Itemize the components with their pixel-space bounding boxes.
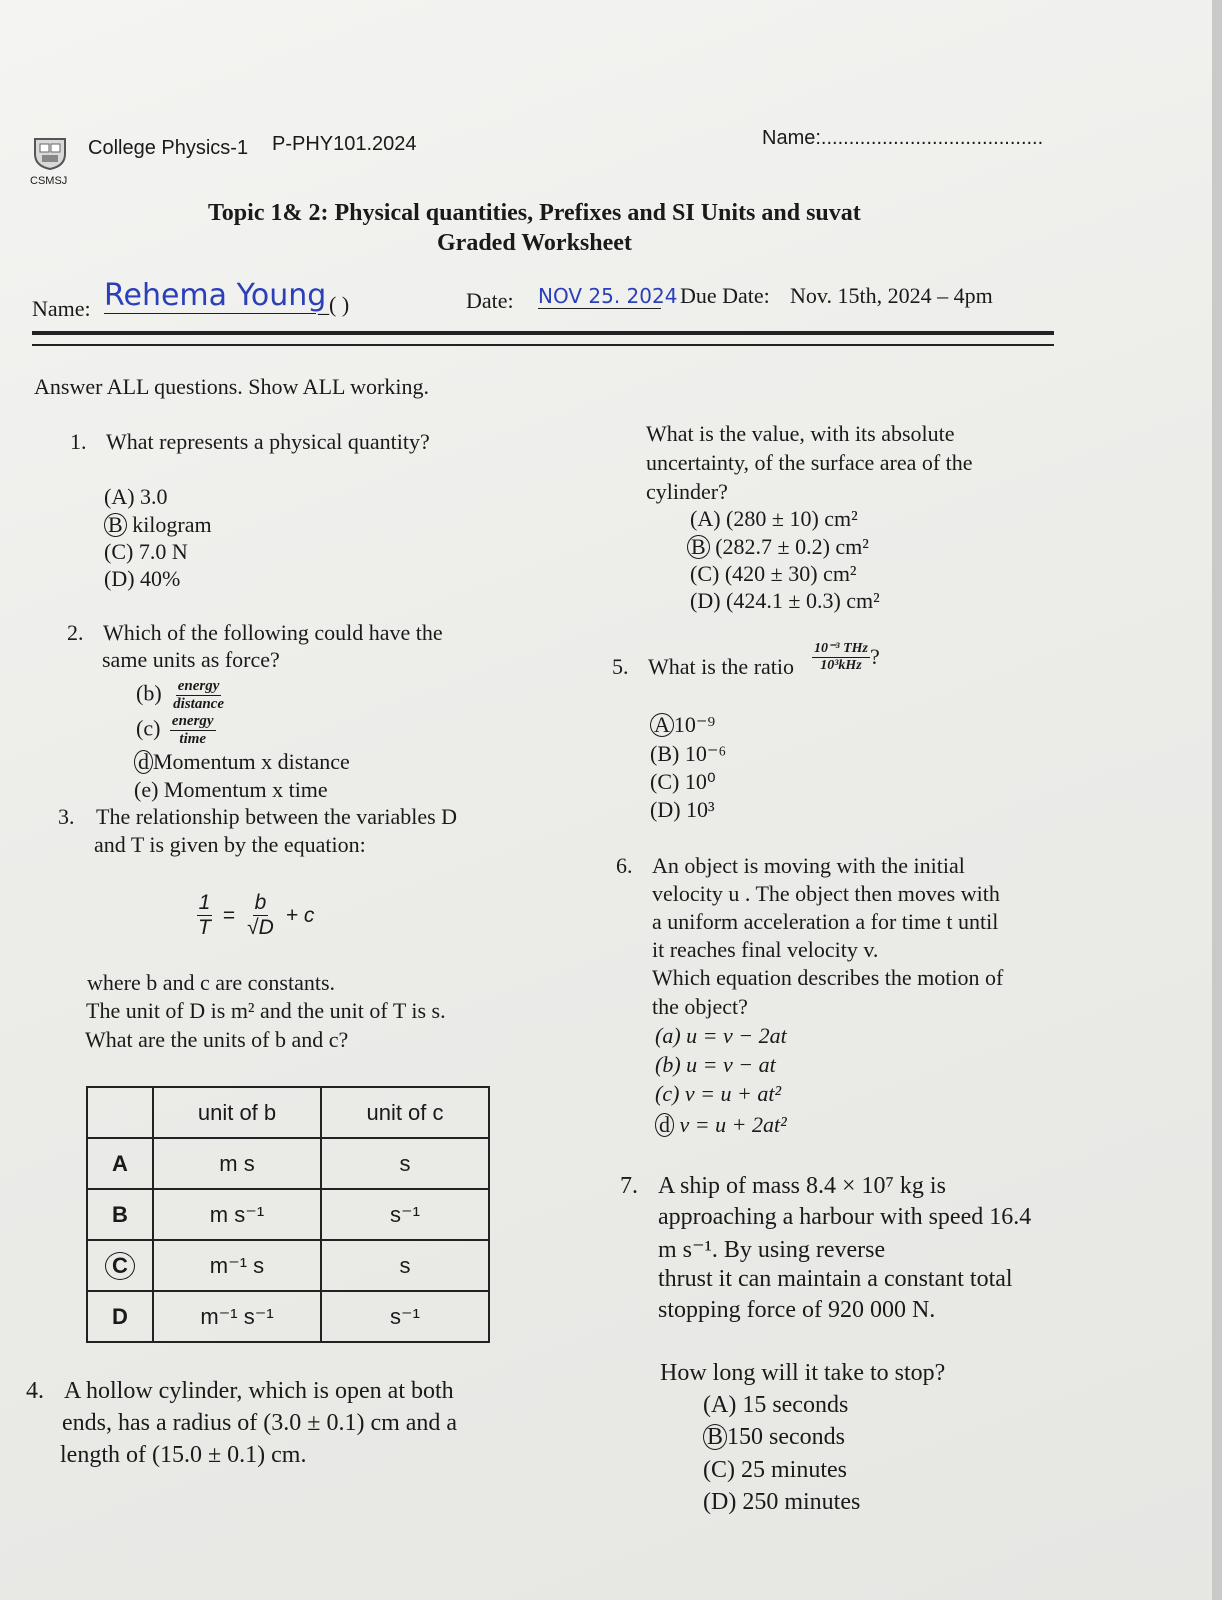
q7-option-a[interactable]: (A) 15 seconds (703, 1392, 849, 1418)
q6-option-a[interactable]: (a) u = v − 2at (655, 1023, 787, 1048)
q3-question: What are the units of b and c? (85, 1027, 349, 1052)
eq-rhs-denominator: √D (247, 916, 274, 939)
q7-line-1: A ship of mass 8.4 × 10⁷ kg is (658, 1173, 946, 1199)
q1-text: What represents a physical quantity? (106, 429, 430, 454)
q1-option-b[interactable] (104, 512, 212, 538)
table-row[interactable] (87, 1291, 489, 1342)
q2-text-line-2: same units as force? (102, 647, 280, 672)
name-label: Name: (32, 296, 91, 321)
q2-option-c-numerator: energy (171, 713, 214, 729)
row-label: D (87, 1291, 153, 1342)
q4-line-1: A hollow cylinder, which is open at both (64, 1378, 454, 1404)
eq-lhs-denominator: T (198, 916, 211, 939)
student-name[interactable]: Rehema Young (104, 278, 327, 313)
q3-where: where b and c are constants. (87, 970, 336, 995)
q3-unit-line: The unit of D is m² and the unit of T is s. (86, 998, 446, 1023)
q4-option-c[interactable]: (C) (420 ± 30) cm² (690, 561, 857, 586)
q4-line-2: ends, has a radius of (3.0 ± 0.1) cm and a (62, 1410, 458, 1436)
q6-number: 6. (616, 853, 633, 878)
q2-circled-answer: d (134, 750, 153, 774)
q6-line-3: a uniform acceleration a for time t until (652, 909, 999, 934)
q2-option-c[interactable] (136, 713, 216, 748)
eq-plus-c: + c (285, 903, 315, 927)
q7-option-d[interactable]: (D) 250 minutes (703, 1489, 861, 1515)
row-label: A (87, 1138, 153, 1189)
q6-line-1: An object is moving with the initial (652, 853, 965, 878)
due-date-value: Nov. 15th, 2024 – 4pm (790, 283, 993, 308)
row-label-circled (87, 1240, 153, 1291)
q5-circled-answer: A (650, 713, 674, 737)
q4-cont-line-2: uncertainty, of the surface area of the (646, 450, 973, 475)
table-row[interactable] (87, 1138, 489, 1189)
divider-thin (32, 344, 1054, 346)
q1-option-b-text: kilogram (132, 512, 212, 537)
date-label: Date: (466, 288, 514, 313)
q5-ratio-numerator: 10⁻³ THz (814, 641, 868, 656)
q2-option-d-text: Momentum x distance (153, 749, 350, 774)
unit-c-cell: s⁻¹ (321, 1189, 489, 1240)
q2-option-b-label: (b) (136, 680, 162, 706)
q4-number: 4. (26, 1378, 44, 1404)
q7-line-2: approaching a harbour with speed 16.4 (658, 1204, 1032, 1230)
course-name: College Physics-1 (88, 137, 249, 159)
q6-line-6: the object? (652, 994, 748, 1019)
logo-text: CSMSJ (30, 175, 68, 187)
q5-number: 5. (612, 654, 629, 679)
q2-option-c-denominator: time (179, 731, 207, 747)
q4-option-a[interactable]: (A) (280 ± 10) cm² (690, 506, 858, 531)
instructions: Answer ALL questions. Show ALL working. (34, 374, 429, 399)
q6-option-d-text: v = u + 2at² (679, 1112, 787, 1137)
q5-option-b[interactable]: (B) 10⁻⁶ (650, 741, 727, 766)
eq-lhs-numerator: 1 (198, 891, 211, 914)
q6-circled-answer: d (655, 1113, 674, 1137)
row-label: B (87, 1189, 153, 1240)
q5-option-a-text: 10⁻⁹ (673, 712, 716, 737)
q3-equation (196, 891, 314, 940)
q4-option-d[interactable]: (D) (424.1 ± 0.3) cm² (690, 588, 880, 613)
q1-circled-answer: B (104, 513, 127, 537)
table-header-cell (87, 1087, 153, 1138)
q7-line-5: stopping force of 920 000 N. (658, 1297, 936, 1323)
unit-b-cell: m s (153, 1138, 321, 1189)
q1-option-d[interactable]: (D) 40% (104, 566, 181, 591)
q5-ratio-denominator: 10³kHz (820, 658, 862, 673)
q6-option-c[interactable]: (c) v = u + at² (655, 1081, 782, 1106)
q6-option-d[interactable] (655, 1112, 787, 1138)
q1-option-a[interactable]: (A) 3.0 (104, 484, 168, 509)
q6-line-4: it reaches final velocity v. (652, 937, 879, 962)
unit-b-cell: m⁻¹ s (153, 1240, 321, 1291)
q5-option-d[interactable]: (D) 10³ (650, 797, 715, 822)
school-crest-icon (32, 136, 68, 170)
q3-number: 3. (58, 804, 75, 829)
q2-option-b-numerator: energy (177, 678, 220, 694)
course-code: P-PHY101.2024 (272, 133, 417, 155)
q6-option-b[interactable]: (b) u = v − at (655, 1052, 776, 1077)
table-header-row (87, 1087, 489, 1138)
unit-c-cell: s (321, 1138, 489, 1189)
q1-number: 1. (70, 429, 87, 454)
q7-number: 7. (620, 1173, 638, 1199)
q2-option-e[interactable]: (e) Momentum x time (134, 777, 328, 802)
unit-c-cell: s (321, 1240, 489, 1291)
q7-line-3: m s⁻¹. By using reverse (658, 1237, 886, 1263)
q4-circled-answer: B (687, 535, 710, 559)
q4-cont-line-1: What is the value, with its absolute (646, 421, 955, 446)
q2-option-d[interactable] (134, 749, 350, 775)
title-line-2: Graded Worksheet (437, 230, 632, 256)
q7-option-c[interactable]: (C) 25 minutes (703, 1457, 847, 1483)
q2-text-line-1: Which of the following could have the (103, 620, 443, 645)
title-line-1: Topic 1& 2: Physical quantities, Prefixes and SI Units and suvat (208, 200, 861, 226)
eq-equals: = (222, 903, 236, 927)
table-row[interactable] (87, 1189, 489, 1240)
q5-question-mark: ? (869, 644, 880, 669)
q5-option-a[interactable] (650, 712, 715, 738)
q4-option-b-text: (282.7 ± 0.2) cm² (715, 534, 869, 559)
q3-circled-answer: C (105, 1252, 135, 1280)
q4-cont-line-3: cylinder? (646, 479, 728, 504)
q7-circled-answer: B (703, 1424, 727, 1450)
table-row[interactable] (87, 1240, 489, 1291)
q2-option-b[interactable] (136, 678, 226, 713)
q4-line-3: length of (15.0 ± 0.1) cm. (60, 1442, 307, 1468)
q2-option-b-denominator: distance (173, 696, 224, 712)
q6-line-5: Which equation describes the motion of (652, 965, 1004, 990)
table-header-cell: unit of b (153, 1087, 321, 1138)
unit-b-cell: m⁻¹ s⁻¹ (153, 1291, 321, 1342)
table-header-cell: unit of c (321, 1087, 489, 1138)
unit-b-cell: m s⁻¹ (153, 1189, 321, 1240)
header-name-field[interactable]: Name:........................................ (762, 127, 1044, 149)
q5-text: What is the ratio (648, 654, 795, 679)
class-number-blank[interactable]: _( ) (318, 292, 350, 317)
date-value[interactable]: NOV 25. 2024 (538, 284, 678, 308)
q4-option-b[interactable] (687, 534, 869, 560)
divider-thick (32, 331, 1054, 335)
q6-line-2: velocity u . The object then moves with (652, 881, 1000, 906)
q3-text-line-2: and T is given by the equation: (94, 832, 366, 857)
q7-option-b[interactable] (703, 1424, 845, 1451)
q7-question: How long will it take to stop? (660, 1360, 946, 1386)
q7-option-b-text: 150 seconds (727, 1424, 845, 1450)
q2-option-c-label: (c) (136, 715, 161, 741)
q1-option-c[interactable]: (C) 7.0 N (104, 539, 188, 564)
q2-number: 2. (67, 620, 84, 645)
q3-units-table (86, 1086, 490, 1343)
page-edge (1212, 0, 1222, 1600)
q5-ratio (812, 640, 880, 674)
due-date-label: Due Date: (680, 283, 770, 308)
q3-text-line-1: The relationship between the variables D (96, 804, 458, 829)
unit-c-cell: s⁻¹ (321, 1291, 489, 1342)
eq-rhs-numerator: b (254, 891, 267, 914)
q7-line-4: thrust it can maintain a constant total (658, 1266, 1013, 1292)
q5-option-c[interactable]: (C) 10⁰ (650, 769, 716, 794)
